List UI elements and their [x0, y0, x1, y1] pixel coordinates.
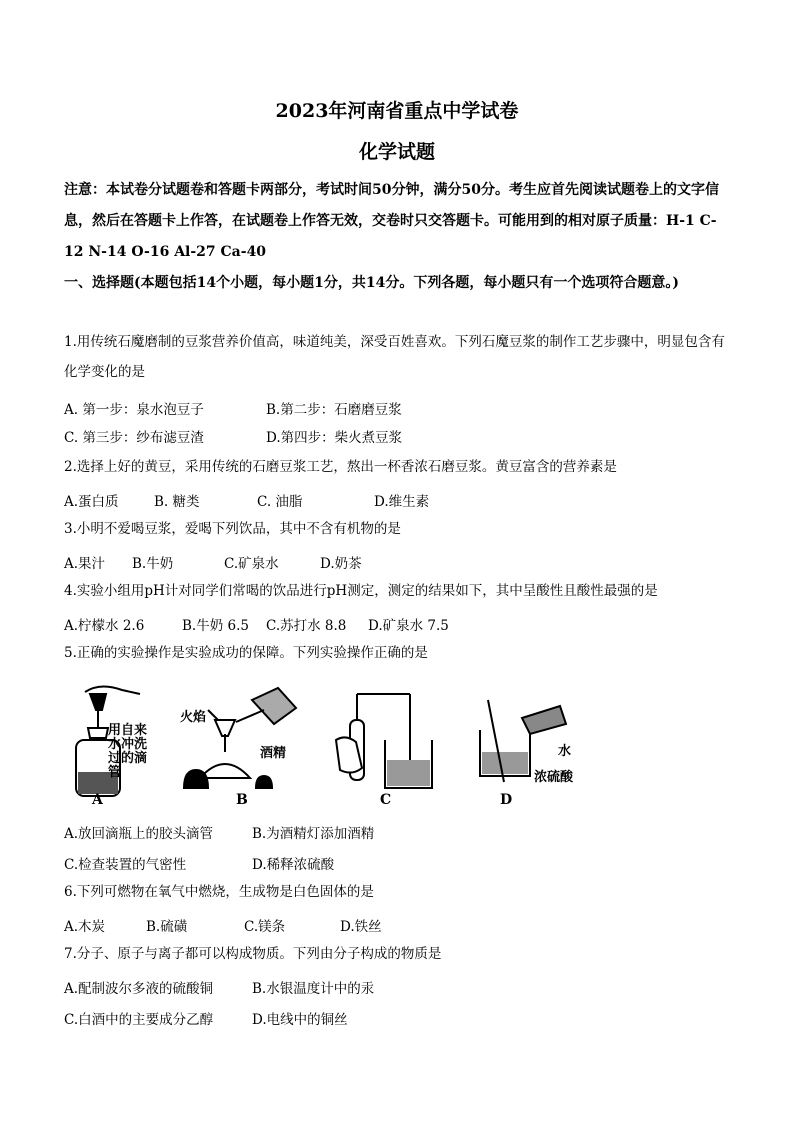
question-stem: 5.正确的实验操作是实验成功的保障。下列实验操作正确的是 [64, 645, 428, 661]
option: B.第二步：石磨磨豆浆 [266, 402, 402, 418]
option: A.配制波尔多液的硫酸铜 [64, 981, 214, 997]
option: A.果汁 [64, 556, 106, 572]
option: D.稀释浓硫酸 [252, 857, 335, 873]
figure-d-acid-label: 浓硫酸 [534, 770, 574, 785]
option: C. 第三步：纱布滤豆渣 [64, 430, 204, 446]
option: B.水银温度计中的汞 [252, 981, 375, 997]
figure-letter-c: C [380, 792, 392, 808]
question-stem: 7.分子、原子与离子都可以构成物质。下列由分子构成的物质是 [64, 946, 442, 962]
figure-letter-b: B [236, 792, 248, 808]
figure-letter-d: D [500, 792, 513, 808]
question-options [64, 426, 734, 448]
question-options [64, 853, 734, 875]
option: C.白酒中的主要成分乙醇 [64, 1012, 214, 1028]
option: A. 第一步：泉水泡豆子 [64, 402, 204, 418]
question-options [64, 490, 734, 512]
page-subtitle: 化学试题 [358, 141, 435, 163]
question-options [64, 614, 734, 636]
question-options [64, 915, 734, 937]
option: C.镁条 [244, 919, 286, 935]
option: C. 油脂 [257, 494, 303, 510]
option: B. 糖类 [154, 494, 200, 510]
experiment-figure [60, 680, 590, 810]
option: A.蛋白质 [64, 494, 119, 510]
question-options [64, 398, 734, 420]
question-stem: 4.实验小组用pH计对同学们常喝的饮品进行pH测定，测定的结果如下，其中呈酸性且酸性最强的是 [64, 583, 658, 599]
figure-a-label: 用自来水冲洗过的滴管 [108, 723, 148, 780]
option: B.为酒精灯添加酒精 [252, 826, 375, 842]
figure-d-water-label: 水 [558, 744, 572, 759]
option: D.矿泉水 7.5 [368, 618, 449, 634]
option: D.维生素 [374, 494, 430, 510]
option: B.硫磺 [146, 919, 188, 935]
option: C.苏打水 8.8 [266, 618, 347, 634]
option: B.牛奶 [132, 556, 174, 572]
figure-letter-a: A [92, 792, 103, 808]
question-stem: 6.下列可燃物在氧气中燃烧，生成物是白色固体的是 [64, 884, 374, 900]
question-options [64, 1008, 734, 1030]
option: A.柠檬水 2.6 [64, 618, 145, 634]
figure-b-flame-label: 火焰 [180, 710, 207, 725]
option: D.电线中的铜丝 [252, 1012, 348, 1028]
question-stem: 2.选择上好的黄豆，采用传统的石磨豆浆工艺，熬出一杯香浓石磨豆浆。黄豆富含的营养素是 [64, 459, 617, 475]
figure-b-alcohol-label: 酒精 [260, 746, 287, 761]
page-title: 2023年河南省重点中学试卷 [275, 100, 519, 122]
exam-notice: 注意：本试卷分试题卷和答题卡两部分，考试时间50分钟，满分50分。考生应首先阅读试题卷上的文字信息，然后在答题卡上作答，在试题卷上作答无效，交卷时只交答题卡。可能用到的相对原子质量：H-1 C-12 N-14 O-16 Al-27 Ca-40 [64, 182, 719, 260]
option: A.木炭 [64, 919, 106, 935]
option: B.牛奶 6.5 [182, 618, 249, 634]
option: C.矿泉水 [224, 556, 279, 572]
question-stem: 3.小明不爱喝豆浆，爱喝下列饮品，其中不含有机物的是 [64, 521, 401, 537]
option: D.第四步：柴火煮豆浆 [266, 430, 403, 446]
section-heading: 一、选择题(本题包括14个小题，每小题1分，共14分。下列各题，每小题只有一个选项符合题意。) [64, 275, 679, 291]
question-stem: 1.用传统石魔磨制的豆浆营养价值高，味道纯美，深受百姓喜欢。下列石魔豆浆的制作工艺步骤中，明显包含有化学变化的是 [64, 334, 725, 380]
option: C.检查装置的气密性 [64, 857, 187, 873]
question-options [64, 552, 734, 574]
option: A.放回滴瓶上的胶头滴管 [64, 826, 214, 842]
question-options [64, 822, 734, 844]
option: D.铁丝 [340, 919, 382, 935]
question-options [64, 977, 734, 999]
option: D.奶茶 [320, 556, 362, 572]
